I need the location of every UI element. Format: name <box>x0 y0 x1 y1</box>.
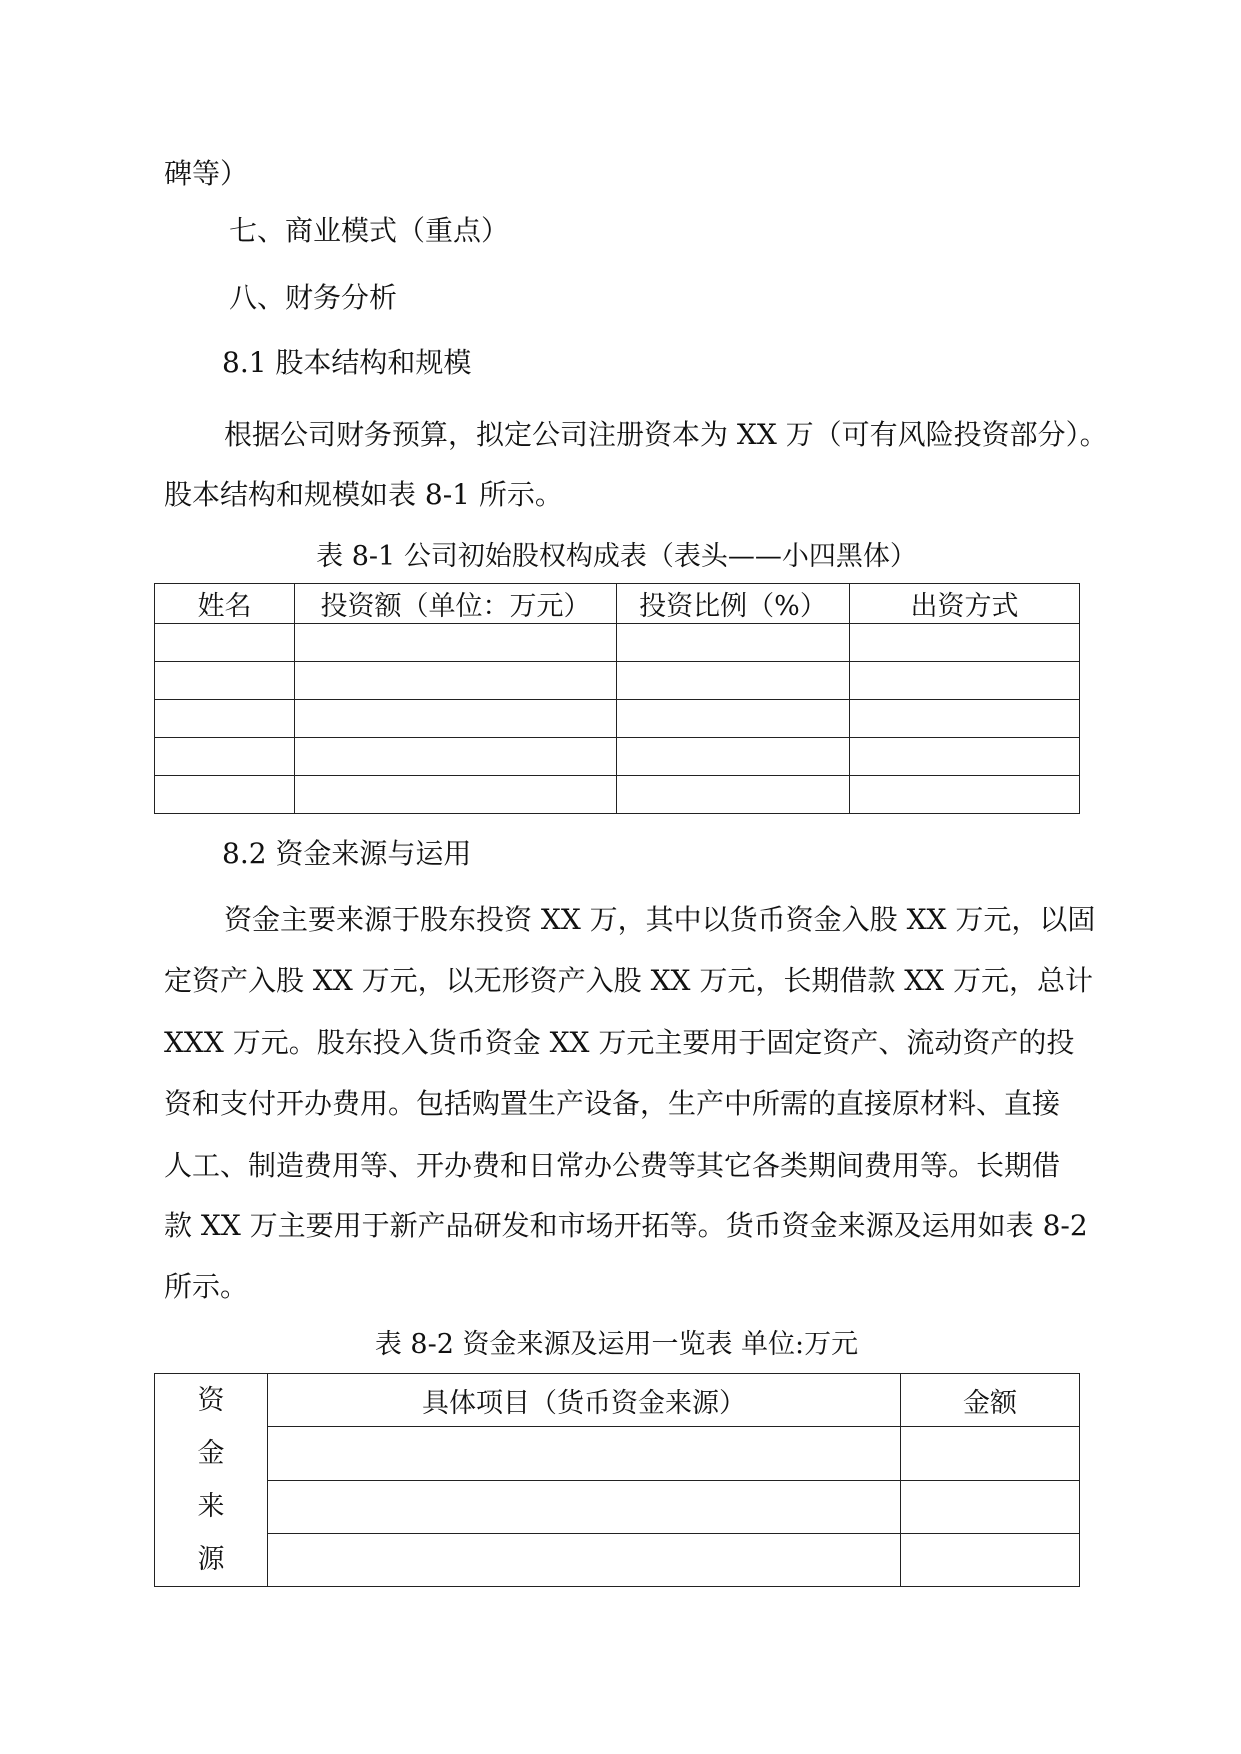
fund-source-table <box>154 1373 1080 1587</box>
equity-table <box>154 583 1080 814</box>
table-cell <box>155 738 295 776</box>
table-cell <box>617 700 850 738</box>
table-cell <box>155 776 295 814</box>
table-cell <box>617 662 850 700</box>
table-cell <box>901 1480 1080 1533</box>
paragraph-line: 根据公司财务预算，拟定公司注册资本为 XX 万（可有风险投资部分）。 <box>224 418 1108 451</box>
header-cell: 出资方式 <box>850 584 1080 624</box>
table-header-row <box>155 584 1080 624</box>
header-cell: 姓名 <box>155 584 295 624</box>
table-caption: 表 8-2 资金来源及运用一览表 单位:万元 <box>374 1329 859 1360</box>
side-label-char: 资 <box>197 1385 225 1416</box>
table-row <box>155 624 1080 662</box>
table-cell <box>901 1427 1080 1480</box>
table-cell <box>850 738 1080 776</box>
table-cell <box>295 624 617 662</box>
subsection-heading: 8.2 资金来源与运用 <box>222 837 472 870</box>
table-cell <box>268 1427 901 1480</box>
section-heading: 七、商业模式（重点） <box>229 214 510 247</box>
table-row <box>155 700 1080 738</box>
table-cell <box>850 700 1080 738</box>
paragraph-line: 资和支付开办费用。包括购置生产设备，生产中所需的直接原材料、直接 <box>164 1087 1061 1120</box>
table-row <box>155 1427 1080 1480</box>
table-cell <box>850 662 1080 700</box>
table-cell <box>617 738 850 776</box>
table-cell <box>295 700 617 738</box>
side-label-char: 来 <box>197 1491 225 1522</box>
table-cell <box>155 662 295 700</box>
table-cell <box>850 776 1080 814</box>
side-label-char: 源 <box>197 1544 225 1575</box>
table-cell <box>155 624 295 662</box>
table-row <box>155 1480 1080 1533</box>
table-row <box>155 738 1080 776</box>
paragraph-line: 股本结构和规模如表 8-1 所示。 <box>164 478 563 511</box>
table-cell <box>617 624 850 662</box>
table-cell <box>268 1480 901 1533</box>
paragraph-line: 定资产入股 XX 万元，以无形资产入股 XX 万元，长期借款 XX 万元，总计 <box>164 964 1094 997</box>
table-row <box>155 662 1080 700</box>
header-cell: 具体项目（货币资金来源） <box>268 1374 901 1427</box>
table-cell <box>155 700 295 738</box>
table-cell <box>850 624 1080 662</box>
table-cell <box>295 738 617 776</box>
text-line: 碑等） <box>164 157 249 190</box>
header-cell: 金额 <box>901 1374 1080 1427</box>
table-row <box>155 776 1080 814</box>
table-cell <box>901 1533 1080 1586</box>
side-label-char: 金 <box>197 1438 225 1469</box>
table-cell <box>617 776 850 814</box>
paragraph-line: 所示。 <box>164 1270 249 1303</box>
table-caption: 表 8-1 公司初始股权构成表（表头——小四黑体） <box>316 541 917 572</box>
subsection-heading: 8.1 股本结构和规模 <box>222 346 472 379</box>
header-cell: 投资额（单位：万元） <box>295 584 617 624</box>
paragraph-line: XXX 万元。股东投入货币资金 XX 万元主要用于固定资产、流动资产的投 <box>164 1026 1075 1059</box>
table-row <box>155 1533 1080 1586</box>
paragraph-line: 款 XX 万主要用于新产品研发和市场开拓等。货币资金来源及运用如表 8-2 <box>164 1209 1088 1242</box>
table-cell <box>295 776 617 814</box>
paragraph-line: 人工、制造费用等、开办费和日常办公费等其它各类期间费用等。长期借 <box>164 1149 1061 1182</box>
table-header-row <box>155 1374 1080 1427</box>
paragraph-line: 资金主要来源于股东投资 XX 万，其中以货币资金入股 XX 万元，以固 <box>224 903 1096 936</box>
table-cell <box>268 1533 901 1586</box>
side-label <box>155 1374 268 1587</box>
header-cell: 投资比例（%） <box>617 584 850 624</box>
table-cell <box>295 662 617 700</box>
section-heading: 八、财务分析 <box>229 281 398 314</box>
